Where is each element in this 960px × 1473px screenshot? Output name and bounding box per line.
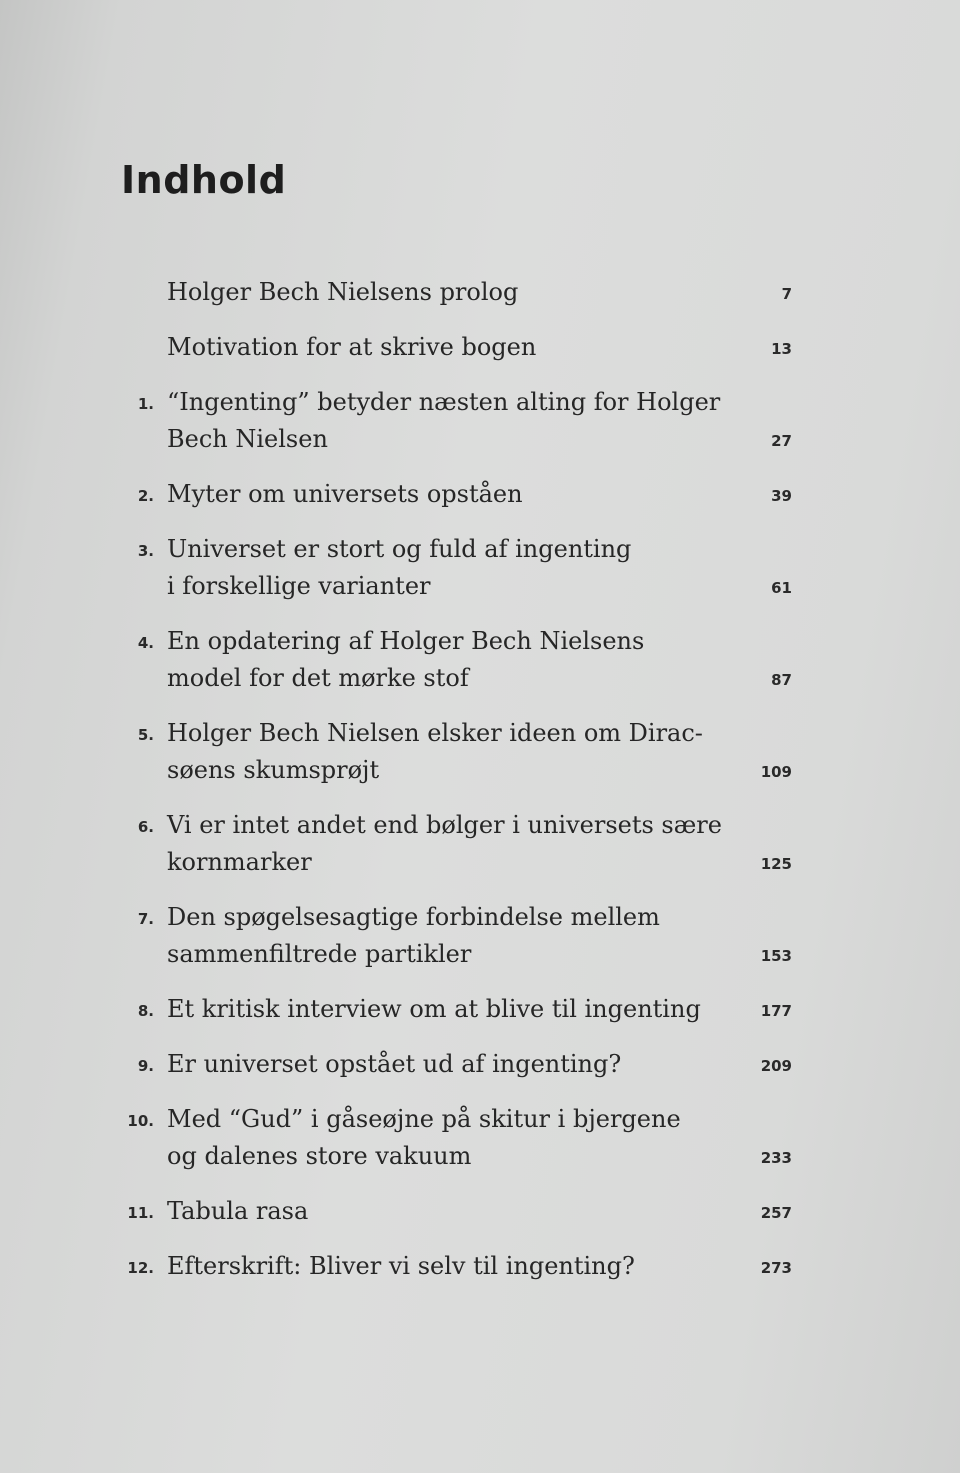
page-number: 209 xyxy=(760,1057,792,1075)
chapter-title-line: Efterskrift: Bliver vi selv til ingenting? xyxy=(167,1252,635,1280)
chapter-number: 9. xyxy=(137,1057,154,1075)
chapter-number: 11. xyxy=(127,1204,154,1222)
chapter-title-line: søens skumsprøjt xyxy=(167,756,380,784)
chapter-title-line: Er universet opstået ud af ingenting? xyxy=(167,1050,622,1078)
chapter-title-line: sammenfiltrede partikler xyxy=(167,940,472,968)
chapter-title-line: Holger Bech Nielsen elsker ideen om Dirac- xyxy=(167,719,703,747)
page-number: 39 xyxy=(771,487,792,505)
page-number: 61 xyxy=(771,579,792,597)
chapter-number: 1. xyxy=(137,395,154,413)
page-number: 27 xyxy=(771,432,792,450)
page-number: 233 xyxy=(760,1149,792,1167)
chapter-title-line: Motivation for at skrive bogen xyxy=(167,333,537,361)
chapter-title-line: Bech Nielsen xyxy=(167,425,328,453)
chapter-number: 12. xyxy=(127,1259,154,1277)
page-number: 7 xyxy=(781,285,792,303)
chapter-number: 8. xyxy=(137,1002,154,1020)
chapter-number: 10. xyxy=(127,1112,154,1130)
page-number: 13 xyxy=(771,340,792,358)
chapter-number: 2. xyxy=(137,487,154,505)
page-number: 87 xyxy=(771,671,792,689)
chapter-title-line: Tabula rasa xyxy=(167,1197,309,1225)
chapter-title-line: Vi er intet andet end bølger i universets sære xyxy=(167,811,722,839)
page-number: 257 xyxy=(760,1204,792,1222)
chapter-number: 7. xyxy=(137,910,154,928)
chapter-title-line: kornmarker xyxy=(167,848,312,876)
chapter-title-line: Med “Gud” i gåseøjne på skitur i bjergene xyxy=(167,1105,681,1133)
chapter-number: 3. xyxy=(137,542,154,560)
chapter-number: 6. xyxy=(137,818,154,836)
page-number: 273 xyxy=(760,1259,792,1277)
chapter-title-line: Myter om universets opståen xyxy=(167,480,523,508)
chapter-title-line: i forskellige varianter xyxy=(167,572,431,600)
page-number: 153 xyxy=(760,947,792,965)
chapter-title-line: og dalenes store vakuum xyxy=(167,1142,472,1170)
chapter-title-line: Holger Bech Nielsens prolog xyxy=(167,278,519,306)
page-number: 177 xyxy=(760,1002,792,1020)
page-number: 109 xyxy=(760,763,792,781)
chapter-title-line: Et kritisk interview om at blive til ingenting xyxy=(167,995,701,1023)
chapter-title-line: model for det mørke stof xyxy=(167,664,469,692)
chapter-title-line: “Ingenting” betyder næsten alting for Holger xyxy=(167,388,721,416)
chapter-title-line: Den spøgelsesagtige forbindelse mellem xyxy=(167,903,660,931)
page-number: 125 xyxy=(760,855,792,873)
chapter-title-line: Universet er stort og fuld af ingenting xyxy=(167,535,632,563)
chapter-number: 4. xyxy=(137,634,154,652)
chapter-title-line: En opdatering af Holger Bech Nielsens xyxy=(167,627,645,655)
page-title: Indhold xyxy=(121,158,287,202)
chapter-number: 5. xyxy=(137,726,154,744)
